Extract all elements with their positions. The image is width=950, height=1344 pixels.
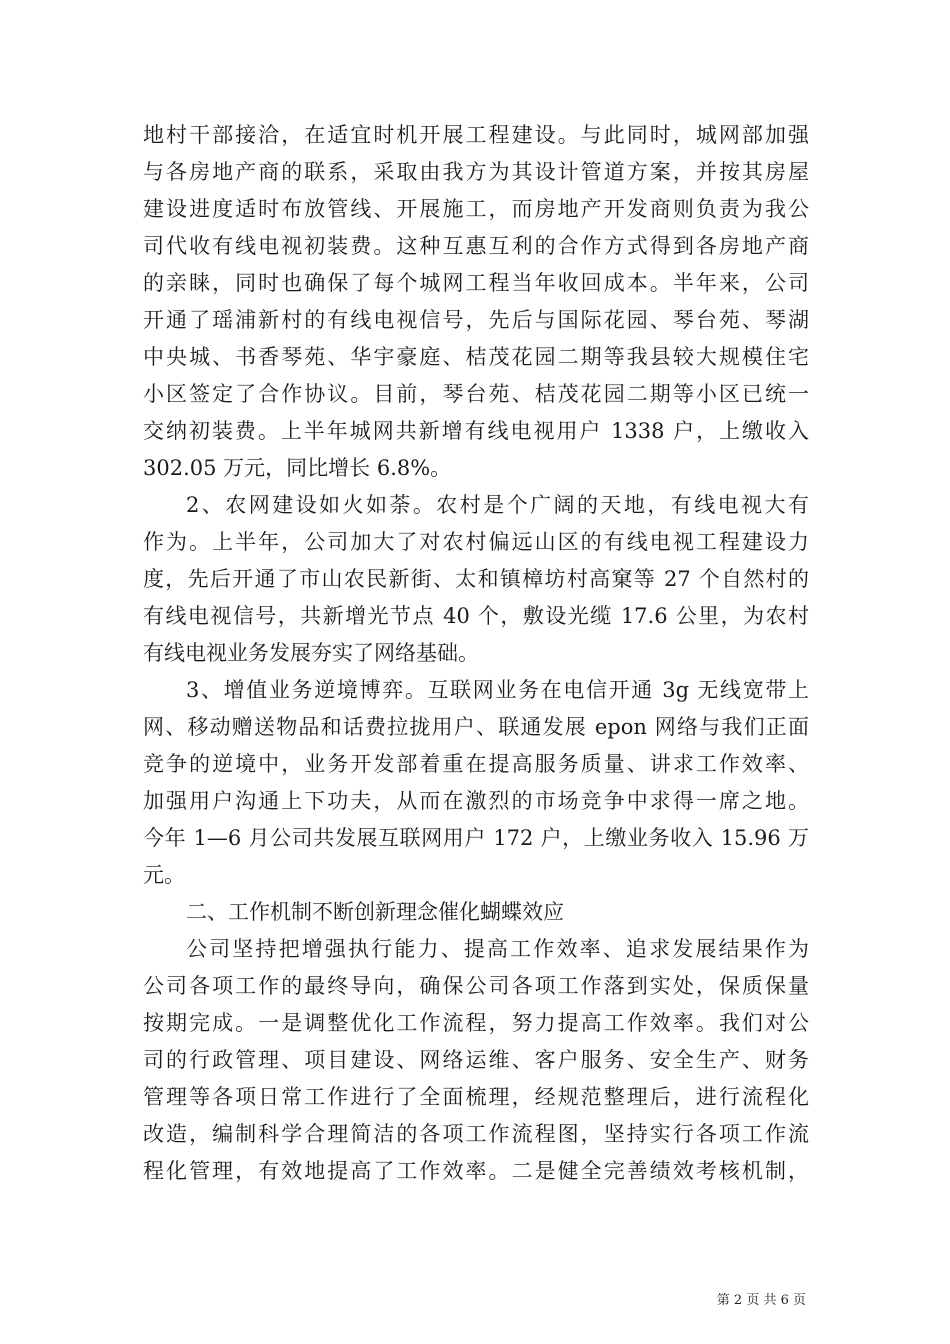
text-line: 公司各项工作的最终导向，确保公司各项工作落到实处，保质保量 bbox=[143, 974, 809, 998]
text-line: 作为。上半年，公司加大了对农村偏远山区的有线电视工程建设力 bbox=[143, 530, 809, 554]
text-line: 今年 1—6 月公司共发展互联网用户 172 户，上缴业务收入 15.96 万 bbox=[143, 826, 809, 850]
text-line: 有线电视信号，共新增光节点 40 个，敷设光缆 17.6 公里，为农村 bbox=[143, 604, 809, 628]
paragraph-first-line: 公司坚持把增强执行能力、提高工作效率、追求发展结果作为 bbox=[186, 937, 809, 961]
text-line: 交纳初装费。上半年城网共新增有线电视用户 1338 户，上缴收入 bbox=[143, 419, 809, 443]
text-line: 与各房地产商的联系，采取由我方为其设计管道方案，并按其房屋 bbox=[143, 160, 809, 184]
text-line: 管理等各项日常工作进行了全面梳理，经规范整理后，进行流程化 bbox=[143, 1085, 809, 1109]
text-line: 302.05 万元，同比增长 6.8%。 bbox=[143, 456, 452, 480]
text-line: 地村干部接洽，在适宜时机开展工程建设。与此同时，城网部加强 bbox=[143, 123, 809, 147]
text-line: 中央城、书香琴苑、华宇豪庭、桔茂花园二期等我县较大规模住宅 bbox=[143, 345, 809, 369]
text-line: 的亲睐，同时也确保了每个城网工程当年收回成本。半年来，公司 bbox=[143, 271, 809, 295]
section-heading: 二、工作机制不断创新理念催化蝴蝶效应 bbox=[186, 900, 564, 924]
text-line: 网、移动赠送物品和话费拉拢用户、联通发展 epon 网络与我们正面 bbox=[143, 715, 809, 739]
text-line: 按期完成。一是调整优化工作流程，努力提高工作效率。我们对公 bbox=[143, 1011, 809, 1035]
text-line: 加强用户沟通上下功夫，从而在激烈的市场竞争中求得一席之地。 bbox=[143, 789, 809, 813]
text-line: 度，先后开通了市山农民新街、太和镇樟坊村高窠等 27 个自然村的 bbox=[143, 567, 809, 591]
page-number: 第 2 页 共 6 页 bbox=[716, 1293, 806, 1308]
paragraph-first-line: 3、增值业务逆境博弈。互联网业务在电信开通 3g 无线宽带上 bbox=[186, 678, 809, 702]
text-line: 司代收有线电视初装费。这种互惠互利的合作方式得到各房地产商 bbox=[143, 234, 809, 258]
text-line: 竞争的逆境中，业务开发部着重在提高服务质量、讲求工作效率、 bbox=[143, 752, 809, 776]
text-line: 程化管理，有效地提高了工作效率。二是健全完善绩效考核机制， bbox=[143, 1159, 809, 1183]
text-line: 开通了瑶浦新村的有线电视信号，先后与国际花园、琴台苑、琴湖 bbox=[143, 308, 809, 332]
text-line: 元。 bbox=[143, 863, 185, 887]
text-line: 有线电视业务发展夯实了网络基础。 bbox=[143, 641, 479, 665]
text-line: 司的行政管理、项目建设、网络运维、客户服务、安全生产、财务 bbox=[143, 1048, 809, 1072]
text-line: 建设进度适时布放管线、开展施工，而房地产开发商则负责为我公 bbox=[143, 197, 809, 221]
paragraph-first-line: 2、农网建设如火如荼。农村是个广阔的天地，有线电视大有 bbox=[186, 493, 809, 517]
text-line: 改造，编制科学合理简洁的各项工作流程图，坚持实行各项工作流 bbox=[143, 1122, 809, 1146]
text-line: 小区签定了合作协议。目前，琴台苑、桔茂花园二期等小区已统一 bbox=[143, 382, 809, 406]
